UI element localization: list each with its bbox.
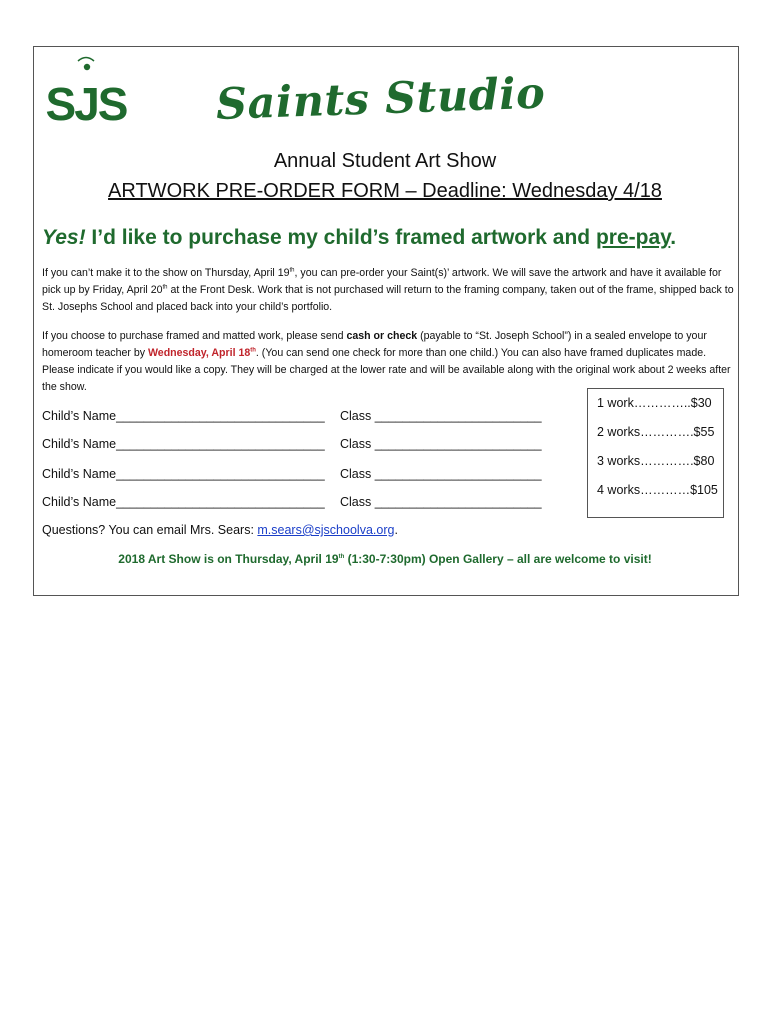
p2-text-c: . (You can send one check for more than one child.) You can also have framed duplicates made. Please indicate if you would like a copy. They will be charged at the lower rate and will be available along with the original work about 2 weeks after the show. bbox=[42, 347, 731, 393]
child-name-field[interactable]: Child’s Name______________________________ bbox=[42, 437, 325, 451]
pickup-paragraph bbox=[42, 265, 736, 316]
questions-end: . bbox=[394, 523, 398, 537]
price-item: 3 works………….$80 bbox=[597, 454, 715, 468]
child-name-field[interactable]: Child’s Name______________________________ bbox=[42, 467, 325, 481]
child-row-4 bbox=[42, 495, 542, 509]
p1-text-a: If you can’t make it to the show on Thursday, April 19 bbox=[42, 267, 290, 279]
purchase-headline bbox=[42, 226, 676, 250]
questions-text: Questions? You can email Mrs. Sears: bbox=[42, 523, 258, 537]
show-title: Annual Student Art Show bbox=[273, 150, 497, 172]
p1-text-b: , you can pre-order your Saint(s)’ artwork. We will save the artwork and have it available for pick up by Friday, April 20 bbox=[42, 267, 722, 296]
art-show-notice bbox=[0, 552, 770, 566]
child-name-field[interactable]: Child’s Name______________________________ bbox=[42, 495, 325, 509]
child-name-field[interactable]: Child’s Name______________________________ bbox=[42, 409, 325, 423]
purchase-text: I’d like to purchase my child’s framed artwork and bbox=[85, 226, 596, 249]
email-link[interactable]: m.sears@sjschoolva.org bbox=[257, 523, 395, 537]
price-item: 1 work…………..$30 bbox=[597, 396, 712, 410]
yes-word: Yes! bbox=[42, 226, 86, 249]
p1-text-c: at the Front Desk. Work that is not purchased will return to the framing company, taken out of the frame, shipped back to St. Josephs School and placed back into your child’s portfolio. bbox=[42, 284, 734, 313]
price-list bbox=[587, 388, 724, 518]
class-field[interactable]: Class ________________________ bbox=[340, 467, 542, 481]
class-field[interactable]: Class ________________________ bbox=[340, 495, 542, 509]
class-field[interactable]: Class ________________________ bbox=[340, 437, 542, 451]
p2-text-b: (payable to “St. Joseph School”) in a sealed envelope to your homeroom teacher by bbox=[42, 330, 707, 359]
child-row-2 bbox=[42, 437, 542, 451]
form-title: ARTWORK PRE-ORDER FORM – Deadline: Wednesday 4/18 bbox=[108, 180, 662, 202]
school-logo bbox=[43, 52, 129, 134]
sjs-logo-icon bbox=[43, 52, 129, 134]
class-field[interactable]: Class ________________________ bbox=[340, 409, 542, 423]
p2-sup: th bbox=[250, 347, 256, 354]
child-row-3 bbox=[42, 467, 542, 481]
child-row-1 bbox=[42, 409, 542, 423]
p2-text-a: If you choose to purchase framed and matted work, please send bbox=[42, 330, 347, 342]
svg-text:SJS: SJS bbox=[45, 78, 127, 130]
studio-title: Saints Studio bbox=[215, 68, 547, 130]
show-text-a: 2018 Art Show is on Thursday, April 19 bbox=[118, 552, 339, 566]
payment-paragraph bbox=[42, 328, 736, 396]
price-item: 4 works…………$105 bbox=[597, 483, 718, 497]
p1-sup1: th bbox=[289, 267, 295, 274]
price-item: 2 works………….$55 bbox=[597, 425, 715, 439]
cash-or-check: cash or check bbox=[346, 330, 418, 342]
purchase-end: . bbox=[670, 226, 677, 249]
prepay-word: pre-pay bbox=[595, 226, 671, 249]
deadline-date: Wednesday, April 18 bbox=[148, 347, 251, 359]
p1-sup2: th bbox=[162, 284, 168, 291]
show-text-b: (1:30-7:30pm) Open Gallery – all are welcome to visit! bbox=[344, 552, 652, 566]
questions-line bbox=[42, 523, 398, 537]
show-sup: th bbox=[338, 554, 345, 560]
